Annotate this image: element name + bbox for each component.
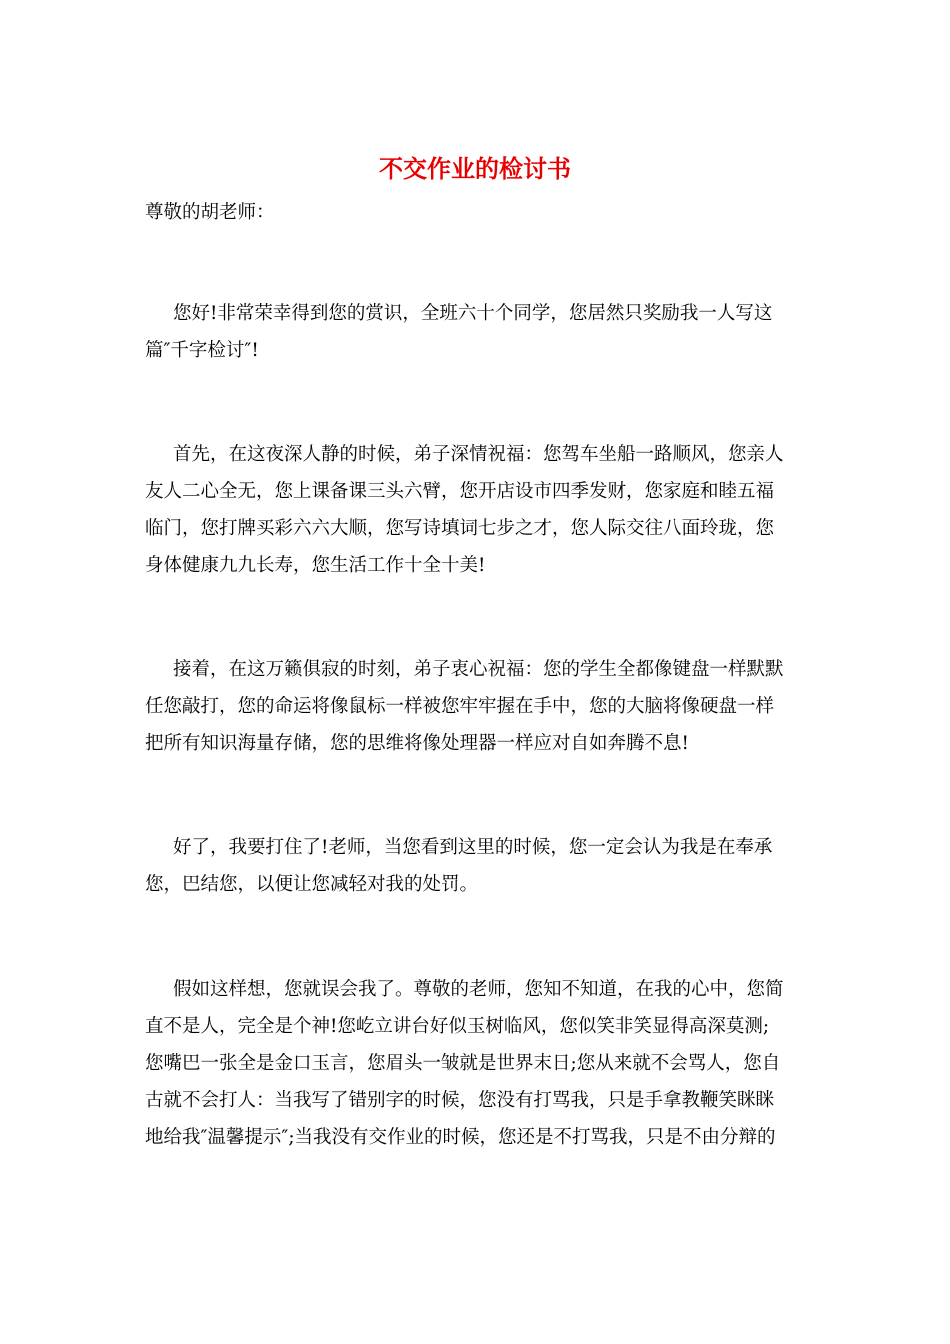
paragraph-4 [145, 829, 825, 903]
paragraph-line: 您嘴巴一张全是金口玉言，您眉头一皱就是世界末日;您从来就不会骂人，您自 [145, 1053, 781, 1074]
paragraph-2 [145, 436, 825, 584]
paragraph-line: 身体健康九九长寿，您生活工作十全十美! [145, 555, 486, 576]
salutation: 尊敬的胡老师： [145, 202, 275, 223]
paragraph-line: 直不是人，完全是个神!您屹立讲台好似玉树临风，您似笑非笑显得高深莫测; [145, 1016, 770, 1037]
paragraph-line: 您，巴结您，以便让您减轻对我的处罚。 [145, 874, 479, 895]
paragraph-line: 首先，在这夜深人静的时候，弟子深情祝福：您驾车坐船一路顺风，您亲人 [173, 444, 784, 465]
paragraph-line: 接着，在这万籁俱寂的时刻，弟子衷心祝福：您的学生全都像键盘一样默默 [173, 659, 784, 680]
paragraph-line: 您好!非常荣幸得到您的赏识，全班六十个同学，您居然只奖励我一人写这 [173, 303, 773, 324]
paragraph-line: 假如这样想，您就误会我了。尊敬的老师，您知不知道，在我的心中，您简 [173, 979, 784, 1000]
paragraph-3 [145, 651, 825, 762]
paragraph-1 [145, 295, 825, 369]
paragraph-5 [145, 971, 825, 1156]
paragraph-line: 任您敲打，您的命运将像鼠标一样被您牢牢握在手中，您的大脑将像硬盘一样 [145, 696, 775, 717]
paragraph-line: 临门，您打牌买彩六六大顺，您写诗填词七步之才，您人际交往八面玲珑，您 [145, 518, 775, 539]
paragraph-line: 古就不会打人：当我写了错别字的时候，您没有打骂我，只是手拿教鞭笑眯眯 [145, 1090, 775, 1111]
document-title: 不交作业的检讨书 [379, 154, 571, 183]
paragraph-line: 把所有知识海量存储，您的思维将像处理器一样应对自如奔腾不息! [145, 733, 689, 754]
paragraph-line: 好了，我要打住了!老师，当您看到这里的时候，您一定会认为我是在奉承 [173, 837, 773, 858]
paragraph-line: 地给我″温馨提示″;当我没有交作业的时候，您还是不打骂我，只是不由分辩的 [145, 1127, 776, 1148]
paragraph-line: 友人二心全无，您上课备课三头六臂，您开店设市四季发财，您家庭和睦五福 [145, 481, 775, 502]
paragraph-line: 篇″千字检讨″! [145, 340, 259, 361]
